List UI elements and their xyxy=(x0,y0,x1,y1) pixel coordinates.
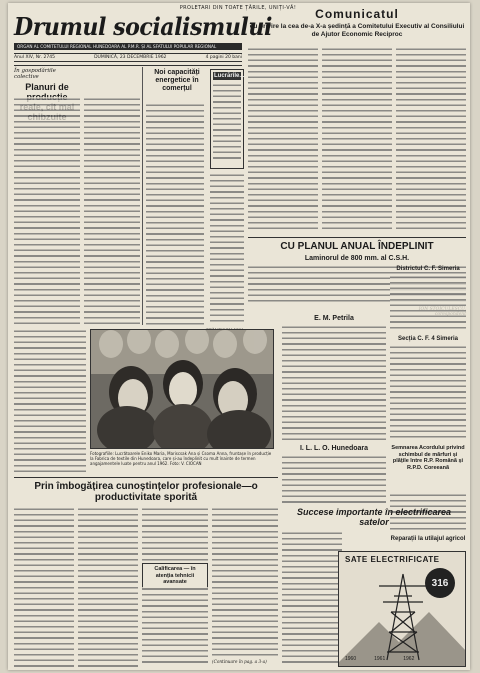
succese-headline: Succese importante în electrificarea satelor xyxy=(296,507,452,527)
ilo-body xyxy=(282,455,386,505)
promo-box-label: Lucrările... xyxy=(214,73,245,79)
masthead xyxy=(14,12,272,50)
article-plan-anual xyxy=(248,241,466,263)
article-semnare xyxy=(390,445,466,471)
masthead-motto: PROLETARI DIN TOATE ȚĂRILE, UNIȚI-VĂ! xyxy=(179,5,297,11)
plan-title: CU PLANUL ANUAL ÎNDEPLINIT xyxy=(280,241,434,252)
imbogatirea-col-3b xyxy=(142,587,208,667)
continued-note: (Continuare în pag. a 3-a) xyxy=(212,659,267,664)
article-imbogatirea xyxy=(14,481,278,503)
issue-price: 4 pagini 20 bani xyxy=(205,55,242,60)
sectia-body xyxy=(390,345,466,441)
district-title: Districtul C. F. Simeria xyxy=(396,266,460,272)
article-capacitati xyxy=(146,69,208,93)
photo-credit: Foto: V. CIOCAN xyxy=(169,461,202,466)
article-kicker: În gospodăriile colective xyxy=(14,68,56,80)
district-body xyxy=(390,275,466,331)
promo-box xyxy=(210,69,244,169)
comunicat-subtitle: cu privire la cea de-a X-a ședință a Comitetului Executiv al Consiliului de Ajutor Economic Reciproc xyxy=(249,23,465,38)
comunicat-header xyxy=(248,7,466,38)
succese-col-1 xyxy=(282,531,342,667)
divider xyxy=(14,65,242,66)
petrila-body xyxy=(282,325,386,441)
graphic-title: SATE ELECTRIFICATE xyxy=(345,555,440,564)
photo-caption-text: Fotografiile: Lucrătoarele Eniko Maria, Mariscsak Ana și Csoma Anna, fruntașe în producție la Fabrica de textile din Hunedoara, care și-au îndeplinit cu mult înainte de termen angajamentele luate pentru anul 1962. xyxy=(90,451,272,466)
imbogatirea-headline: Prin îmbogățirea cunoștințelor profesionale—o productivitate sporită xyxy=(34,481,258,503)
comunicat-col-1 xyxy=(248,47,318,233)
newspaper-title: Drumul socialismului xyxy=(14,12,272,41)
reparatii-title: Reparații la utilajul agricol xyxy=(390,536,466,542)
newspaper-page xyxy=(8,3,470,670)
imbogatirea-col-4 xyxy=(212,507,278,657)
issue-date: DUMINICĂ, 23 DECEMBRIE 1962 xyxy=(94,55,167,60)
year-label: 1960 xyxy=(345,656,357,662)
sectia-title: Secția C. F. 4 Simeria xyxy=(397,336,459,342)
graphic-count-badge: 316 xyxy=(425,568,455,598)
ilo-title: I. L. L. O. Hunedoara xyxy=(299,445,369,452)
issue-info-bar xyxy=(14,53,242,62)
article-col2b-body xyxy=(210,173,244,325)
electrification-graphic xyxy=(338,551,466,667)
workers-photo xyxy=(90,329,274,449)
column-rule xyxy=(142,67,143,325)
newspaper-subtitle: ORGAN AL COMITETULUI REGIONAL HUNEDOARA AL P.M.R. ȘI AL SFATULUI POPULAR REGIONAL xyxy=(14,43,242,50)
article-reparatii xyxy=(390,535,466,543)
celificare-title: Calificarea — în atenția tehnicii avansate xyxy=(154,566,196,585)
celificare-box xyxy=(142,563,208,589)
comunicat-title: Comunicatul xyxy=(315,7,399,21)
article-petrila xyxy=(282,315,386,323)
article-headline: Planuri de xyxy=(25,82,69,92)
article-sectia xyxy=(390,335,466,343)
divider xyxy=(14,477,278,478)
plan-subtitle: Laminorul de 800 mm. al C.S.H. xyxy=(304,255,410,262)
comunicat-col-2 xyxy=(322,47,392,233)
imbogatirea-col-2 xyxy=(78,507,138,667)
article-planuri-body xyxy=(14,97,80,325)
semnare-title: Semnarea Acordului privind schimbul de mărfuri și plățile între R.P. Română și R.P.D. Coreeană xyxy=(391,445,465,471)
petrila-title: E. M. Petrila xyxy=(314,315,354,322)
issue-year: Anul XIV, Nr. 2745 xyxy=(14,55,55,60)
year-label: 1962 xyxy=(403,656,415,662)
comunicat-col-3 xyxy=(396,47,466,233)
photo-caption xyxy=(90,451,274,466)
divider xyxy=(248,237,466,238)
year-label: 1961 xyxy=(374,656,386,662)
article-succese xyxy=(282,507,466,527)
article-planuri-body-2 xyxy=(84,97,140,325)
article-district xyxy=(390,265,466,273)
photo-image xyxy=(91,330,274,449)
article-col1-lower xyxy=(14,329,86,475)
graphic-years xyxy=(345,656,414,662)
article-ilo xyxy=(282,445,386,453)
imbogatirea-col-3 xyxy=(142,507,208,561)
article-headline: Noi capacități energetice în comerțul xyxy=(154,69,200,92)
article-capacitati-body xyxy=(146,103,204,325)
imbogatirea-col-1 xyxy=(14,507,74,667)
